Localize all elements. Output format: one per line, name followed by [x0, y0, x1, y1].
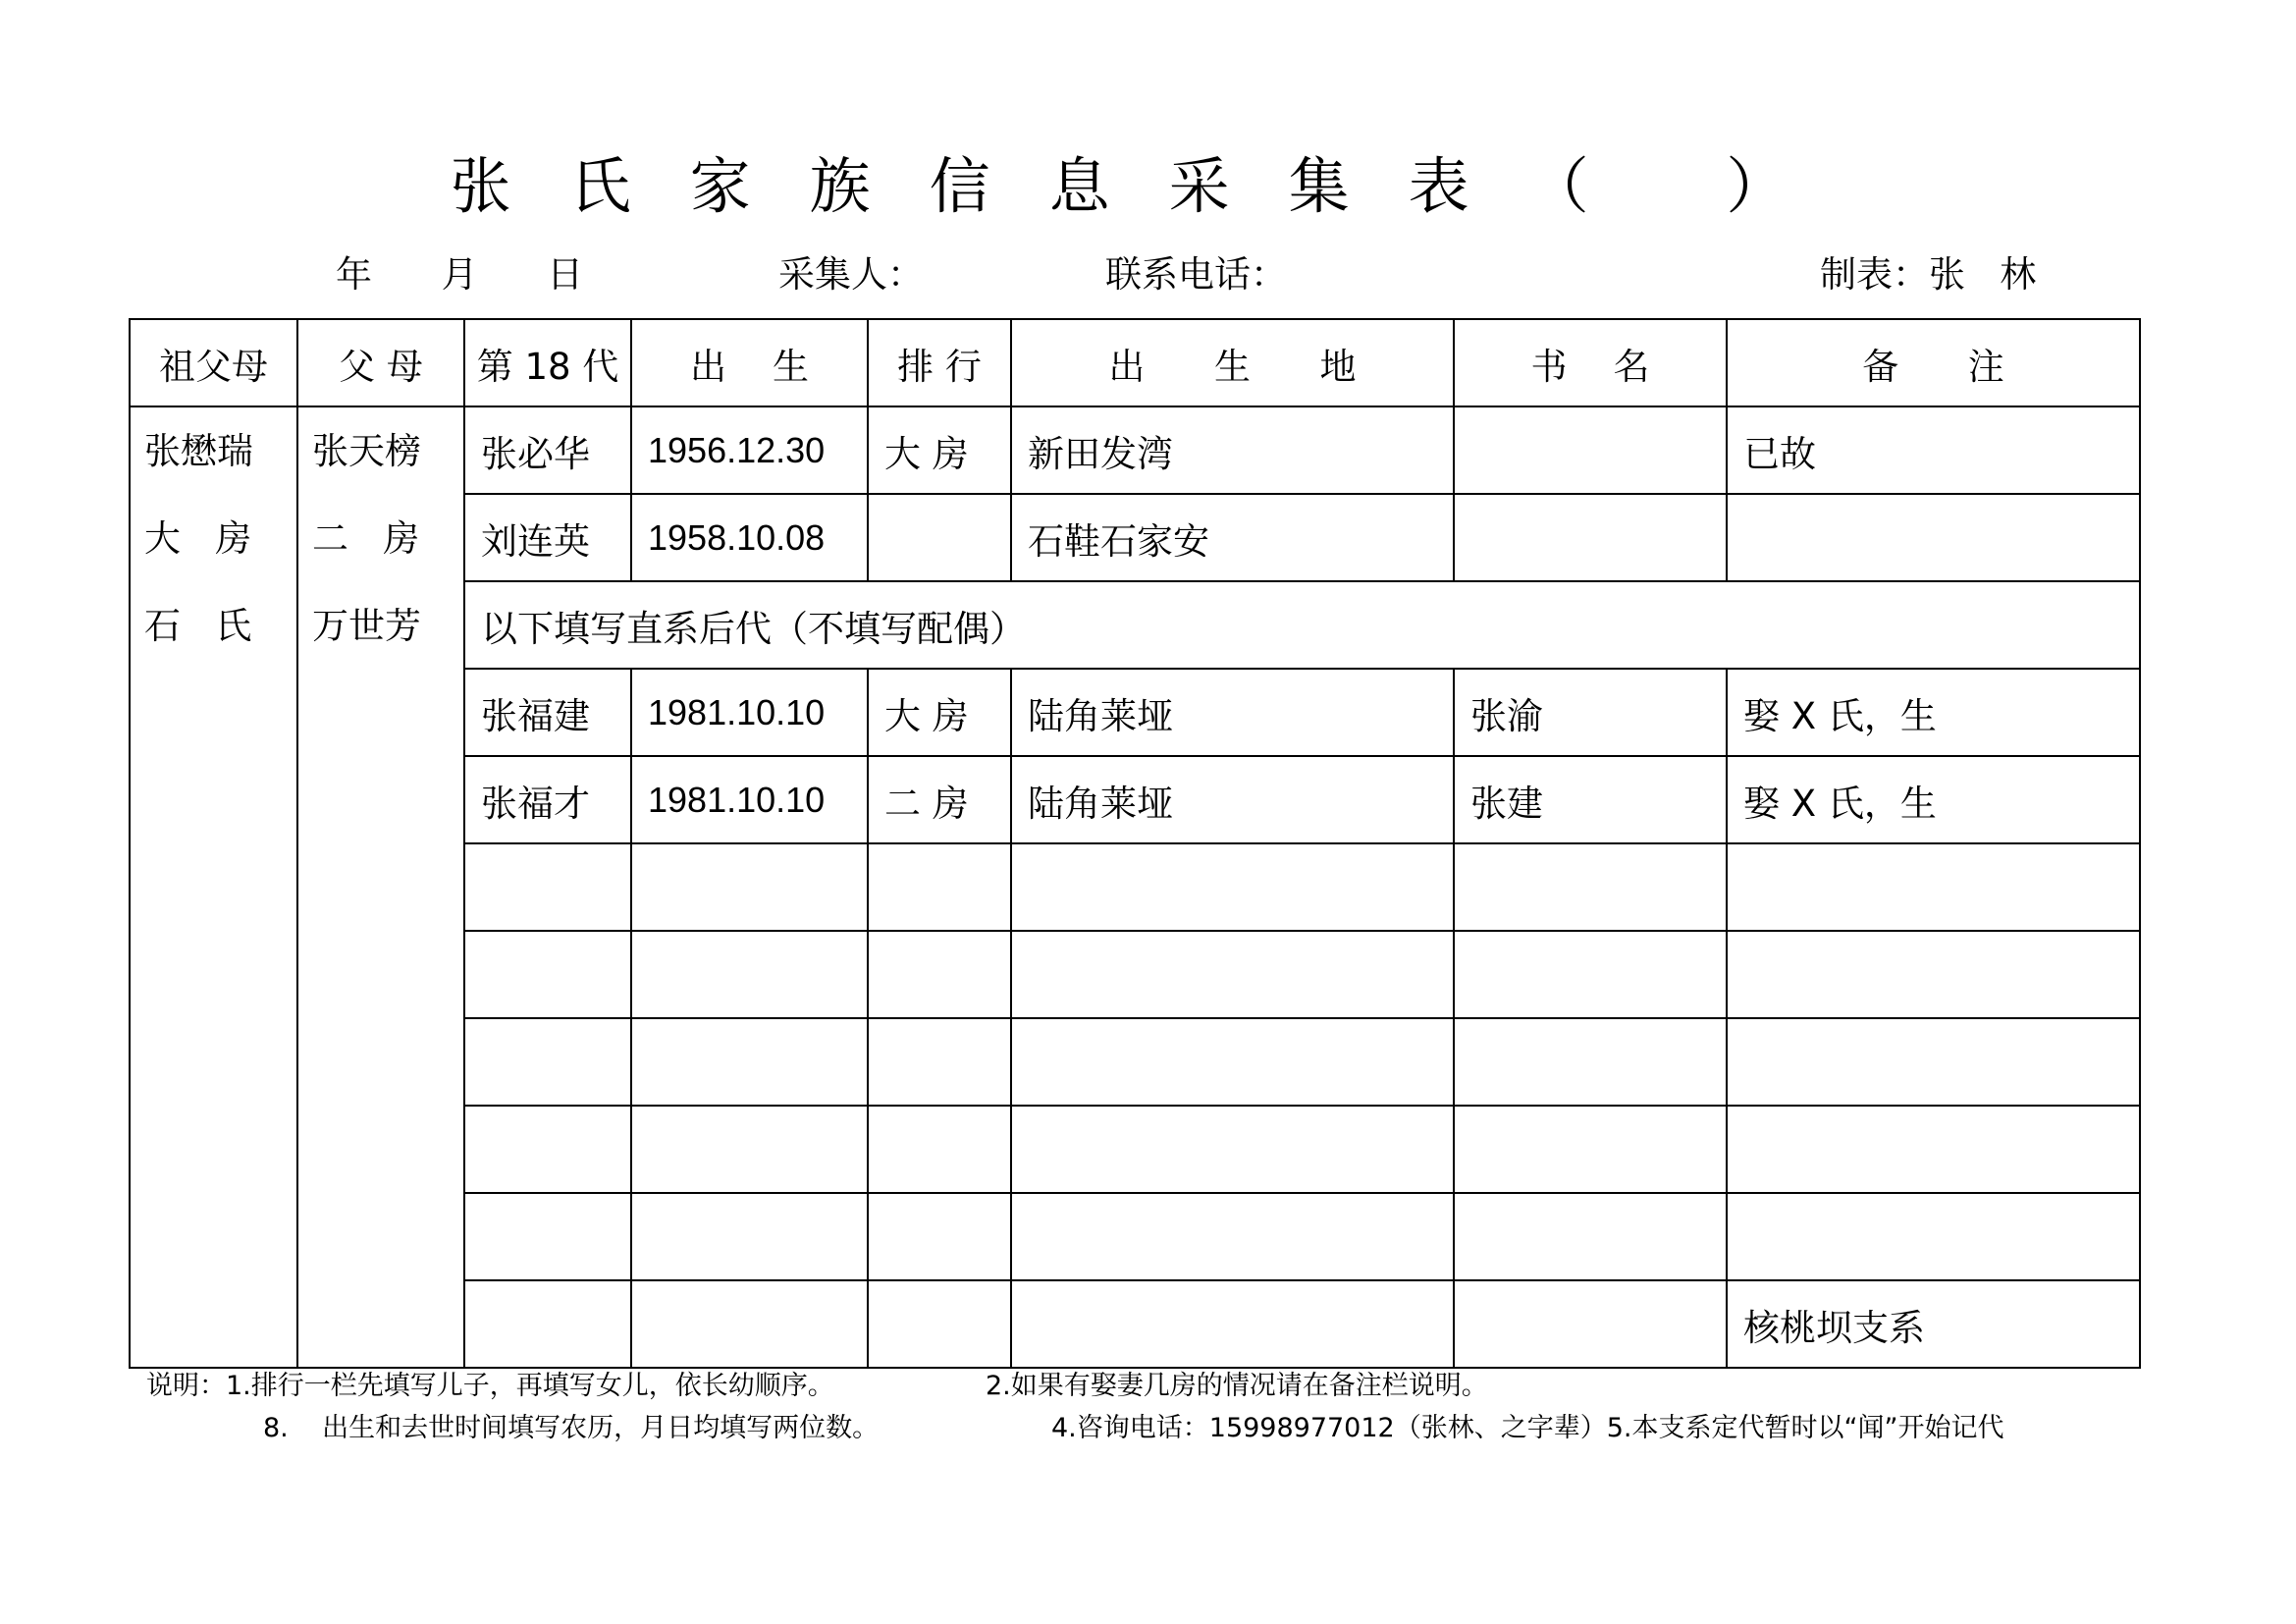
rank-cell[interactable]: 大 房 [868, 406, 1011, 494]
rank-cell[interactable]: 二 房 [868, 756, 1011, 843]
remark-cell[interactable] [1727, 1018, 2140, 1106]
rank-cell[interactable] [868, 1018, 1011, 1106]
header-remark: 备 注 [1727, 319, 2140, 406]
header-birthplace: 出 生 地 [1011, 319, 1454, 406]
birthplace-cell[interactable]: 陆角莱垭 [1011, 669, 1454, 756]
birthplace-cell[interactable] [1011, 1018, 1454, 1106]
name-cell[interactable] [464, 1193, 631, 1280]
birth-cell[interactable] [631, 931, 868, 1018]
birthplace-cell[interactable] [1011, 1280, 1454, 1368]
father-name: 张天榜 [312, 430, 421, 472]
birth-cell[interactable]: 1958.10.08 [631, 494, 868, 581]
birth-cell[interactable]: 1981.10.10 [631, 669, 868, 756]
book-name-cell[interactable] [1454, 494, 1727, 581]
book-name-cell[interactable] [1454, 843, 1727, 931]
book-name-cell[interactable]: 张渝 [1454, 669, 1727, 756]
birthplace-cell[interactable] [1011, 1106, 1454, 1193]
book-name-cell[interactable] [1454, 1193, 1727, 1280]
family-info-table [129, 318, 2141, 1369]
header-book-name: 书 名 [1454, 319, 1727, 406]
collector-label: 采集人： [778, 253, 924, 296]
rank-cell[interactable] [868, 931, 1011, 1018]
birth-cell[interactable] [631, 1018, 868, 1106]
birthplace-cell[interactable]: 陆角莱垭 [1011, 756, 1454, 843]
note-line-2a: 8. 出生和去世时间填写农历，月日均填写两位数。 [263, 1413, 880, 1443]
remark-cell[interactable] [1727, 494, 2140, 581]
date-field-label: 年 月 日 [336, 253, 584, 296]
header-grandparents: 祖父母 [130, 319, 297, 406]
rank-cell[interactable] [868, 1193, 1011, 1280]
birthplace-cell[interactable] [1011, 1193, 1454, 1280]
name-cell[interactable] [464, 1106, 631, 1193]
birth-cell[interactable] [631, 1280, 868, 1368]
book-name-cell[interactable] [1454, 931, 1727, 1018]
name-cell[interactable]: 张福建 [464, 669, 631, 756]
book-name-cell[interactable] [1454, 406, 1727, 494]
remark-cell[interactable]: 已故 [1727, 406, 2140, 494]
remark-cell[interactable]: 核桃坝支系 [1727, 1280, 2140, 1368]
birth-cell[interactable]: 1956.12.30 [631, 406, 868, 494]
header-row [130, 319, 2140, 406]
birth-cell[interactable]: 1981.10.10 [631, 756, 868, 843]
grandfather-name: 张懋瑞 [144, 430, 253, 472]
form-title: 张氏家族信息采集表（ ） [450, 150, 1846, 222]
birthplace-cell[interactable]: 石鞋石家安 [1011, 494, 1454, 581]
book-name-cell[interactable] [1454, 1018, 1727, 1106]
rank-cell[interactable] [868, 494, 1011, 581]
remark-cell[interactable]: 娶 X 氏，生 [1727, 756, 2140, 843]
remark-cell[interactable] [1727, 1193, 2140, 1280]
name-cell[interactable] [464, 931, 631, 1018]
note-line-2b: 4.咨询电话：15998977012（张林、之字辈）5.本支系定代暂时以“闻”开始记代 [1051, 1413, 2004, 1443]
maker-label: 制表：张 林 [1820, 253, 2037, 296]
header-generation: 第 18 代 [464, 319, 631, 406]
phone-label: 联系电话： [1105, 253, 1287, 296]
birthplace-cell[interactable] [1011, 843, 1454, 931]
parents-cell [297, 406, 464, 1368]
rank-cell[interactable] [868, 843, 1011, 931]
header-parents: 父 母 [297, 319, 464, 406]
table-row [130, 406, 2140, 494]
name-cell[interactable] [464, 1280, 631, 1368]
grandmother-name: 石 氏 [144, 605, 252, 647]
birthplace-cell[interactable]: 新田发湾 [1011, 406, 1454, 494]
rank-cell[interactable]: 大 房 [868, 669, 1011, 756]
rank-cell[interactable] [868, 1106, 1011, 1193]
grandparents-branch: 大 房 [144, 517, 252, 560]
descendant-note: 以下填写直系后代（不填写配偶） [464, 581, 2140, 669]
name-cell[interactable] [464, 1018, 631, 1106]
name-cell[interactable]: 张福才 [464, 756, 631, 843]
birth-cell[interactable] [631, 1193, 868, 1280]
mother-name: 万世芳 [312, 605, 421, 647]
name-cell[interactable]: 张必华 [464, 406, 631, 494]
note-line-1b: 2.如果有娶妻几房的情况请在备注栏说明。 [986, 1371, 1488, 1401]
name-cell[interactable]: 刘连英 [464, 494, 631, 581]
header-rank: 排 行 [868, 319, 1011, 406]
parents-branch: 二 房 [312, 517, 420, 560]
note-line-1a: 说明：1.排行一栏先填写儿子，再填写女儿，依长幼顺序。 [146, 1371, 834, 1401]
birth-cell[interactable] [631, 843, 868, 931]
birth-cell[interactable] [631, 1106, 868, 1193]
remark-cell[interactable]: 娶 X 氏，生 [1727, 669, 2140, 756]
book-name-cell[interactable]: 张建 [1454, 756, 1727, 843]
remark-cell[interactable] [1727, 843, 2140, 931]
remark-cell[interactable] [1727, 1106, 2140, 1193]
book-name-cell[interactable] [1454, 1280, 1727, 1368]
grandparents-cell [130, 406, 297, 1368]
birthplace-cell[interactable] [1011, 931, 1454, 1018]
name-cell[interactable] [464, 843, 631, 931]
header-birth: 出 生 [631, 319, 868, 406]
rank-cell[interactable] [868, 1280, 1011, 1368]
remark-cell[interactable] [1727, 931, 2140, 1018]
book-name-cell[interactable] [1454, 1106, 1727, 1193]
